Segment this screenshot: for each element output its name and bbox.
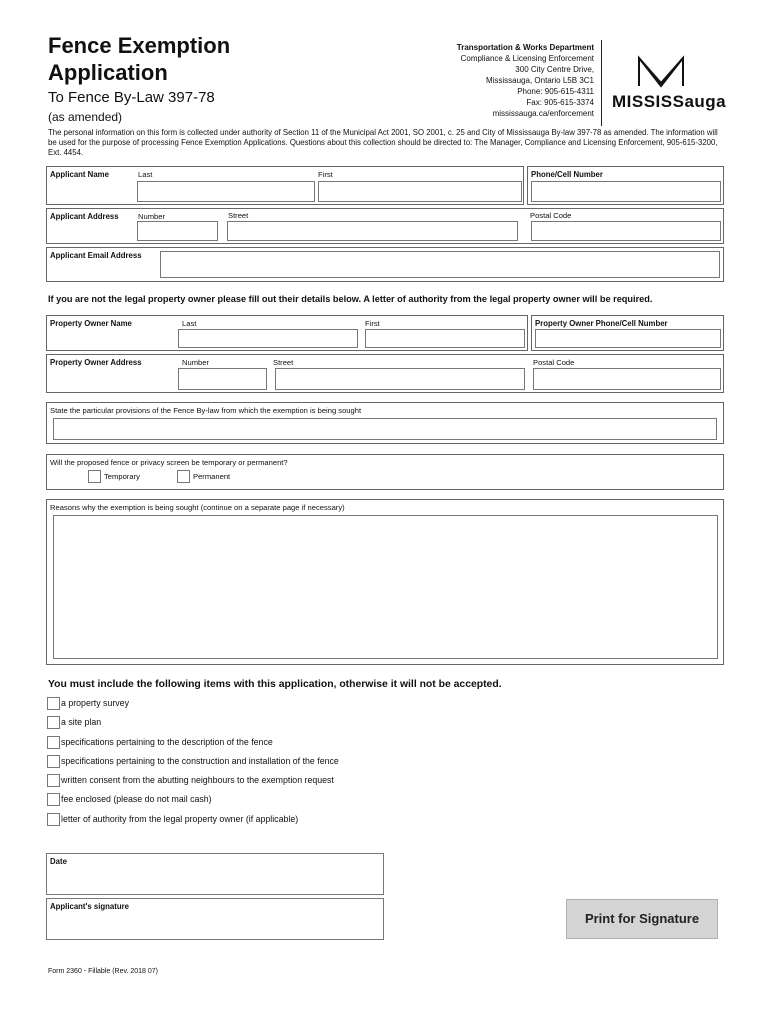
owner-phone-input[interactable] xyxy=(535,329,721,348)
letter-of-authority-checkbox[interactable] xyxy=(47,813,60,826)
applicant-name-label: Applicant Name xyxy=(50,170,109,179)
requirement-item: written consent from the abutting neighbours to the exemption request xyxy=(61,775,334,785)
logo-wordmark: MISSISSauga xyxy=(612,92,727,111)
applicant-address-label: Applicant Address xyxy=(50,212,119,221)
owner-number-label: Number xyxy=(182,358,210,367)
fence-description-checkbox[interactable] xyxy=(47,736,60,749)
address-line1: 300 City Centre Drive, xyxy=(515,65,594,74)
permanent-checkbox[interactable] xyxy=(177,470,190,483)
applicant-first-label: First xyxy=(318,170,333,179)
fence-construction-checkbox[interactable] xyxy=(47,755,60,768)
reasons-textarea[interactable] xyxy=(53,515,718,659)
form-title-line2: Application xyxy=(48,60,168,85)
requirement-item: a site plan xyxy=(61,717,102,727)
applicant-last-name-input[interactable] xyxy=(137,181,315,202)
owner-street-label: Street xyxy=(273,358,294,367)
owner-last-label: Last xyxy=(182,319,197,328)
owner-instruction: If you are not the legal property owner please fill out their details below. A letter of authority from the legal property owner will be required. xyxy=(48,294,653,304)
neighbour-consent-checkbox[interactable] xyxy=(47,774,60,787)
applicant-phone-input[interactable] xyxy=(531,181,721,202)
division-name: Compliance & Licensing Enforcement xyxy=(460,54,594,63)
permanent-label: Permanent xyxy=(193,472,231,481)
owner-last-name-input[interactable] xyxy=(178,329,358,348)
form-title-line1: Fence Exemption xyxy=(48,33,231,58)
provisions-label: State the particular provisions of the Fence By-law from which the exemption is being sought xyxy=(50,406,362,415)
form-subtitle: To Fence By-Law 397-78 xyxy=(48,89,215,106)
mississauga-logo-icon xyxy=(636,55,686,89)
temporary-label: Temporary xyxy=(104,472,140,481)
privacy-notice: The personal information on this form is collected under authority of Section 11 of the Municipal Act 2001, SO 2001, c. 25 and City of Mississauga By-law 397-78 as amended. The information will be used for the purpose of processing Fence Exemption Applications. Questions about this collection should be directed to: The Manager, Compliance and Licensing Enforcement, 905-615-3200, Ext. 4454. xyxy=(48,128,718,157)
applicant-first-name-input[interactable] xyxy=(318,181,522,202)
form-footer: Form 2360 - Fillable (Rev. 2018 07) xyxy=(48,968,158,975)
signature-label: Applicant's signature xyxy=(50,902,129,911)
property-survey-checkbox[interactable] xyxy=(47,697,60,710)
applicant-email-label: Applicant Email Address xyxy=(50,251,142,260)
requirements-heading: You must include the following items with this application, otherwise it will not be accepted. xyxy=(48,679,502,690)
owner-name-label: Property Owner Name xyxy=(50,319,132,328)
address-line2: Mississauga, Ontario L5B 3C1 xyxy=(485,76,594,85)
applicant-last-label: Last xyxy=(138,170,153,179)
fee-enclosed-checkbox[interactable] xyxy=(47,793,60,806)
fax-line: Fax: 905-615-3374 xyxy=(526,98,594,107)
owner-first-name-input[interactable] xyxy=(365,329,525,348)
applicant-postal-code-input[interactable] xyxy=(531,221,721,241)
requirement-item: letter of authority from the legal property owner (if applicable) xyxy=(61,814,299,824)
requirement-item: fee enclosed (please do not mail cash) xyxy=(61,794,212,804)
applicant-street-number-input[interactable] xyxy=(137,221,218,241)
site-plan-checkbox[interactable] xyxy=(47,716,60,729)
requirement-item: a property survey xyxy=(61,698,129,708)
reasons-label: Reasons why the exemption is being sought (continue on a separate page if necessary) xyxy=(50,503,345,512)
date-field[interactable] xyxy=(46,853,384,895)
header-divider xyxy=(601,40,602,126)
temporary-checkbox[interactable] xyxy=(88,470,101,483)
duration-question: Will the proposed fence or privacy screen be temporary or permanent? xyxy=(50,458,288,467)
date-label: Date xyxy=(50,857,67,866)
applicant-street-label: Street xyxy=(228,211,249,220)
owner-first-label: First xyxy=(365,319,380,328)
owner-street-input[interactable] xyxy=(275,368,525,390)
department-contact xyxy=(457,42,594,119)
owner-address-label: Property Owner Address xyxy=(50,358,142,367)
owner-postal-label: Postal Code xyxy=(533,358,575,367)
applicant-email-input[interactable] xyxy=(160,251,720,278)
phone-line: Phone: 905-615-4311 xyxy=(517,87,594,96)
applicant-postal-label: Postal Code xyxy=(530,211,572,220)
website-line: mississauga.ca/enforcement xyxy=(492,109,594,118)
department-name: Transportation & Works Department xyxy=(456,43,594,52)
owner-phone-label: Property Owner Phone/Cell Number xyxy=(535,319,668,328)
provisions-input[interactable] xyxy=(53,418,717,440)
amended-note: (as amended) xyxy=(48,110,123,124)
applicant-street-input[interactable] xyxy=(227,221,518,241)
applicant-phone-label: Phone/Cell Number xyxy=(531,170,603,179)
requirement-item: specifications pertaining to the description of the fence xyxy=(61,737,273,747)
print-for-signature-button[interactable]: Print for Signature xyxy=(566,899,718,939)
owner-street-number-input[interactable] xyxy=(178,368,267,390)
requirement-item: specifications pertaining to the construction and installation of the fence xyxy=(61,756,339,766)
applicant-number-label: Number xyxy=(138,212,166,221)
owner-postal-code-input[interactable] xyxy=(533,368,721,390)
